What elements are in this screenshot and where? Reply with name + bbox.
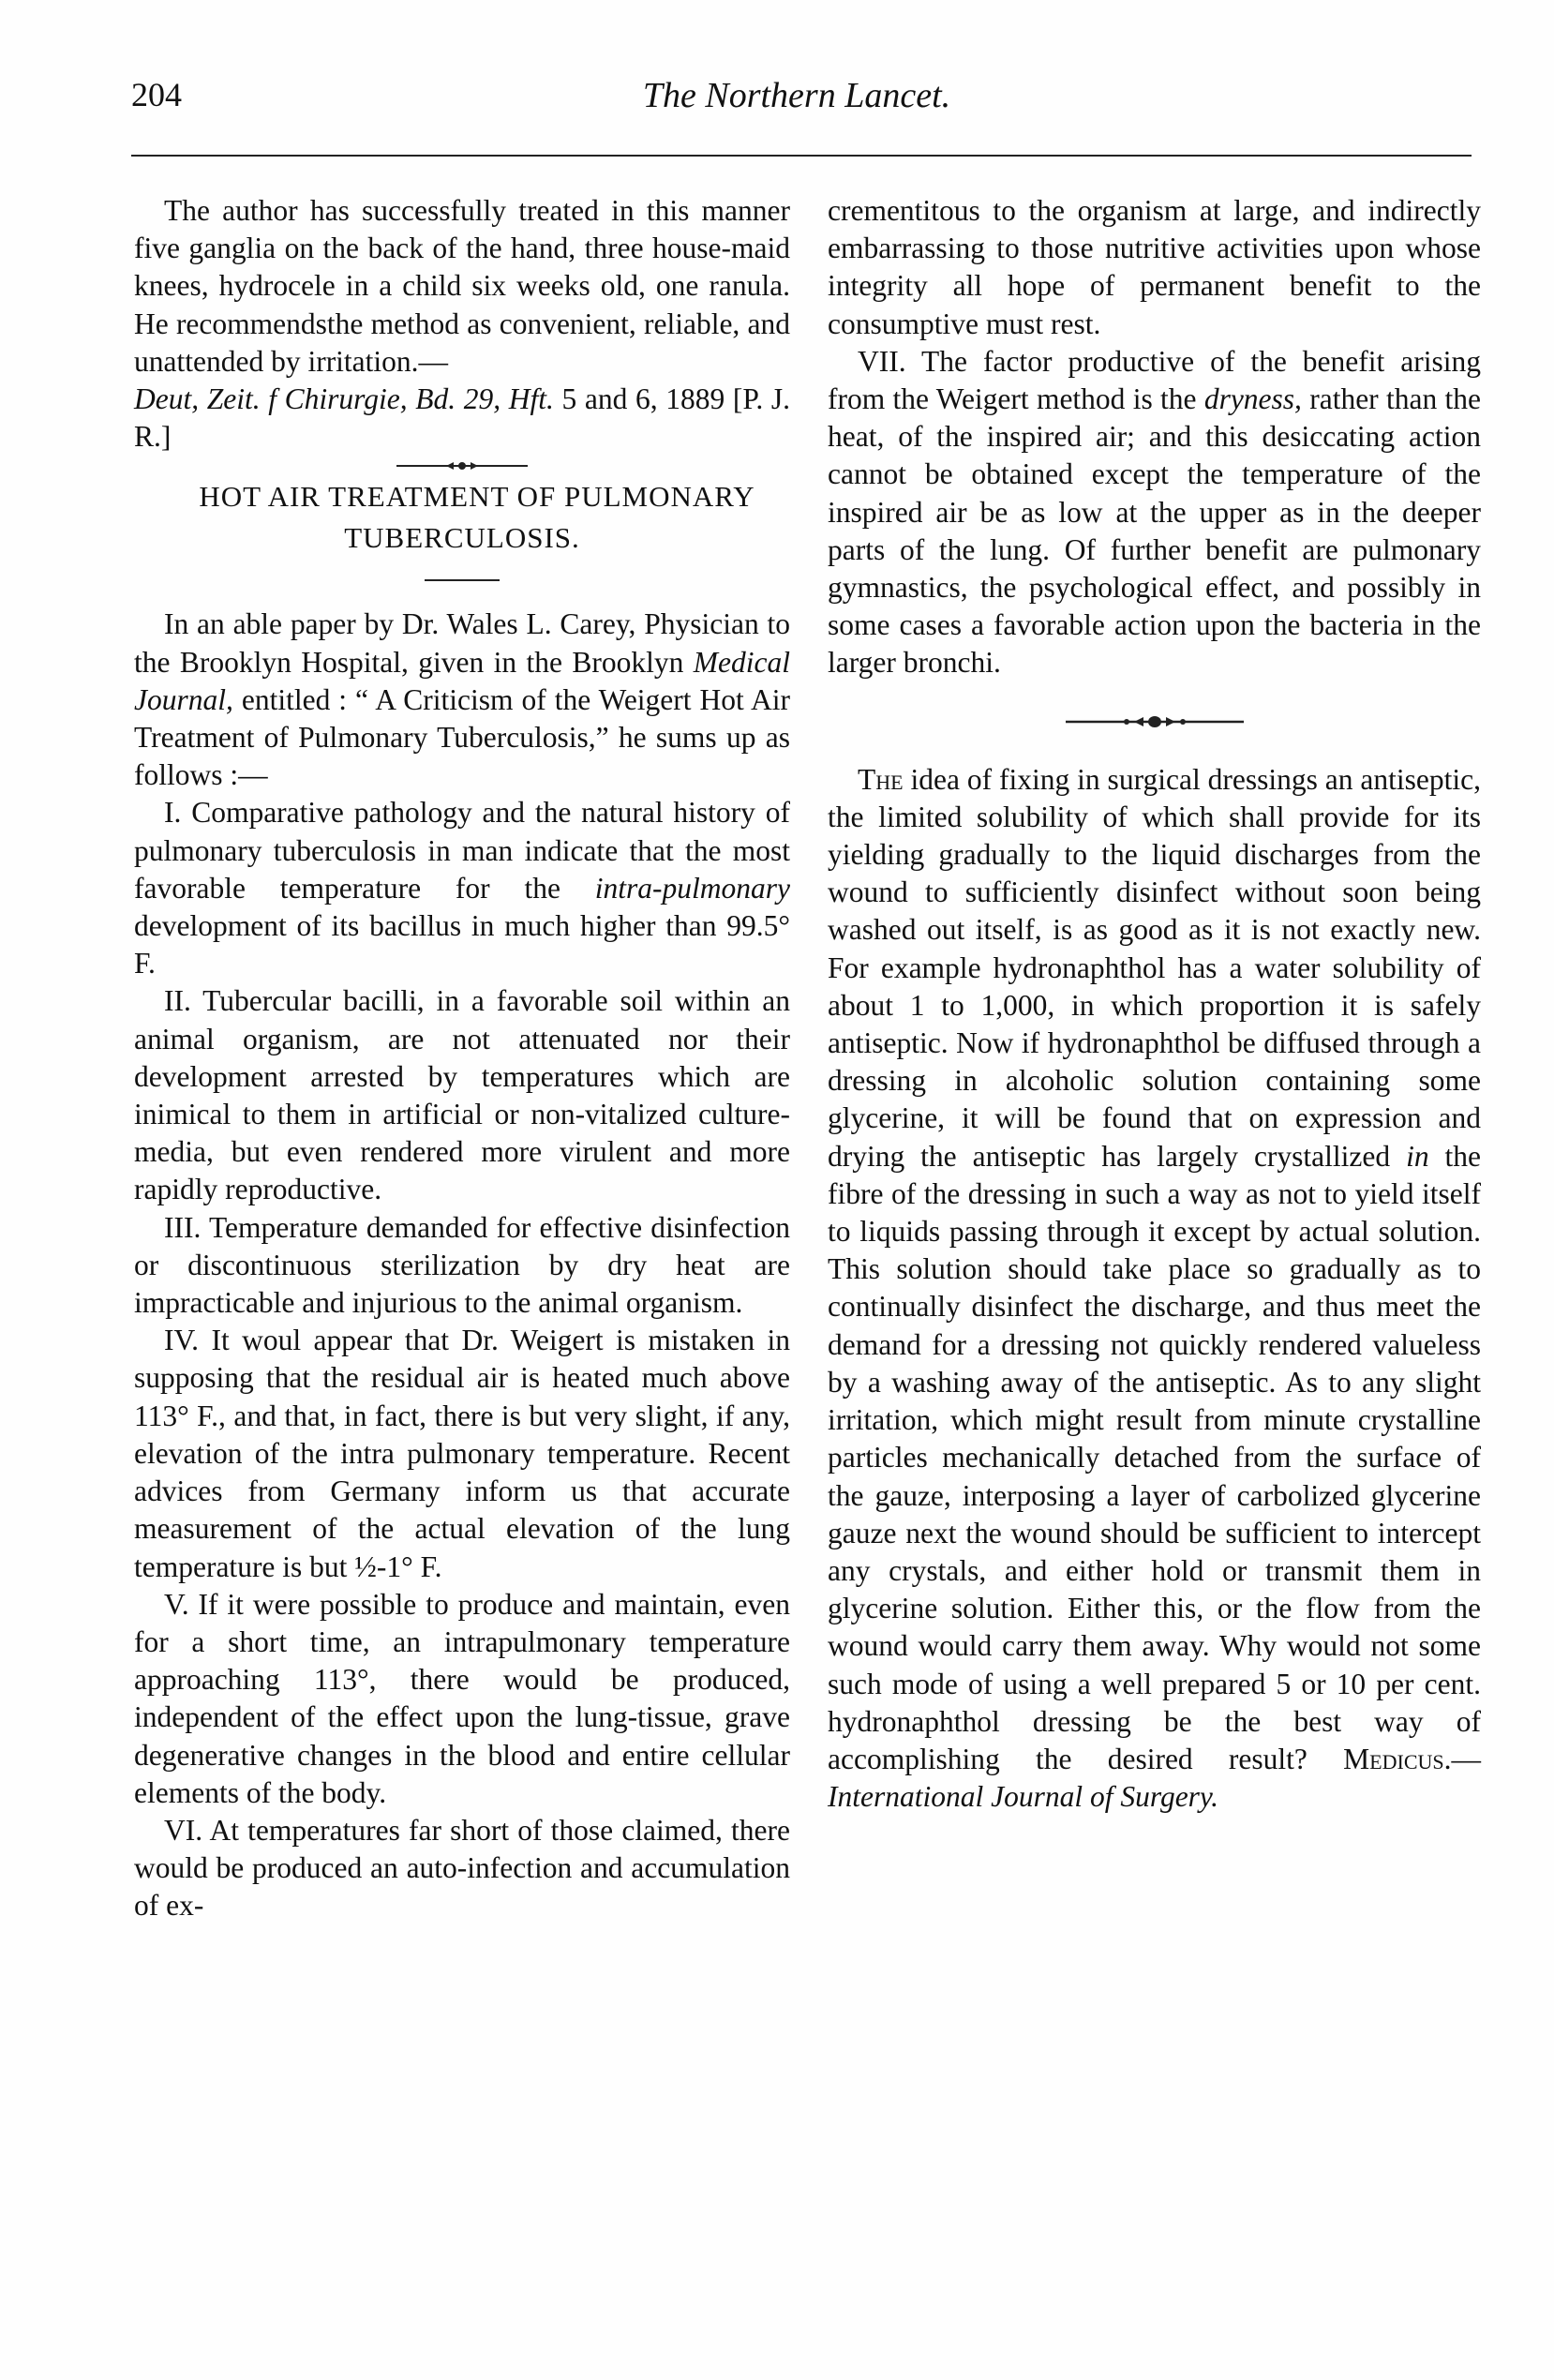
conclusion-3: III. Temperature demanded for effective disinfection or discontinuous sterilization by dry heat are impracticable and injurious to the animal organism. [134, 1210, 790, 1320]
abstract-paragraph [134, 192, 790, 456]
conclusion-7-emphasis: dryness, [1203, 382, 1302, 416]
header-rule [131, 155, 1472, 157]
intro-text-end: entitled : “ A Criticism of the Weigert Hot Air Treatment of Pulmonary Tuberculosis,” he sums up as follows :— [134, 682, 790, 792]
conclusion-1-text: I. Comparative pathology and the natural history of pulmonary tuberculosis in man indicate that the most favorable temperature for the [134, 796, 790, 905]
conclusion-7-end: rather than the heat, of the inspired air; and this desiccating action cannot be obtained except the temperature of the inspired air be as low at the upper as in the deeper parts of the lung. Of further benefit are pulmonary gymnastics, the psychological effect, and possibly in some cases a favorable action upon the bacteria in the larger bronchi. [828, 382, 1481, 680]
conclusion-4: IV. It woul appear that Dr. Weigert is mistaken in supposing that the residual air is heated much above 113° F., and that, in fact, there is but very slight, if any, elevation of the intra pulmonary temperature. Recent advices from Germany inform us that accurate measurement of the actual elevation of the lung temperature is but ½-1° F. [134, 1324, 790, 1583]
dressing-paragraph [828, 761, 1481, 1817]
conclusion-6: VI. At temperatures far short of those claimed, there would be produced an auto-infection and accumulation of ex- [134, 1813, 790, 1923]
dressing-lead: The [858, 762, 904, 796]
conclusion-1 [134, 794, 790, 982]
dressing-text: idea of fixing in surgical dressings an antiseptic, the limited solubility of which shall provide for its yielding gradually to the liquid discharges from the wound to sufficiently disinfect without soon being washed out itself, is as good as it is not exactly new. For example hydronaphthol has a water solubility of about 1 to 1,000, in which proportion it is safely antiseptic. Now if hydronaphthol be diffused through a dressing in alcoholic solution containing some glycerine, it will be found that on expression and drying the antiseptic has largely crystallized [828, 762, 1481, 1173]
running-head [131, 66, 1462, 122]
conclusion-1-end: development of its bacillus in much higher than 99.5° F. [134, 909, 790, 980]
dressing-emphasis: in [1406, 1139, 1429, 1173]
journal-name: Medical Journal, [134, 645, 790, 716]
conclusion-5: V. If it were possible to produce and maintain, even for a short time, an intrapulmonary temperature approaching 113°, there would be produced, independent of the effect upon the lung-tissue, grave degenerative changes in the blood and entire cellular elements of the body. [134, 1587, 790, 1809]
page-number: 204 [131, 76, 182, 113]
conclusion-1-emphasis: intra-pulmonary [594, 871, 790, 905]
left-column [134, 192, 790, 1925]
article-heading: HOT AIR TREATMENT OF PULMONARY TUBERCULOSIS. [199, 480, 755, 555]
intro-text: In an able paper by Dr. Wales L. Carey, Physician to the Brooklyn Hospital, given in the Brooklyn [134, 607, 790, 679]
dash: — [1451, 1742, 1481, 1775]
source-journal: International Journal of Surgery. [828, 1780, 1219, 1814]
conclusion-7 [828, 343, 1481, 682]
citation-detail: 5 and 6, 1889 [P. J. R.] [134, 382, 790, 454]
citation-source: Deut, Zeit. f Chirurgie, Bd. 29, Hft. [134, 382, 554, 416]
section-ornament [392, 456, 532, 476]
heading-rule [425, 579, 500, 581]
section-ornament [1061, 711, 1248, 733]
dressing-text-2: the fibre of the dressing in such a way as not to yield itself to liquids passing through it except by actual solution. This solution should take place so gradually as to continually disinfect the discharge, and thus meet the demand for a dressing not quickly rendered valueless by a washing away of the antiseptic. As to any slight irritation, which might result from minute crystalline particles mechanically detached from the surface of the gauze, interposing a layer of carbolized glycerine gauze next the wound should be sufficient to intercept any crystals, and either hold or transmit them in glycerine solution. Either this, or the flow from the wound would carry them away. Why would not some such mode of using a well prepared 5 or 10 per cent. hydronaphthol dressing be the best way of accomplishing the desired result? [828, 1139, 1481, 1775]
intro-paragraph [134, 606, 790, 794]
conclusion-2: II. Tubercular bacilli, in a favorable soil within an animal organism, are not attenuated nor their development arrested by temperatures which are inimical to them in artificial or non-vitalized culture-media, but even rendered more virulent and more rapidly reproductive. [134, 984, 790, 1206]
journal-title: The Northern Lancet. [642, 76, 951, 115]
abstract-text: The author has successfully treated in this manner five ganglia on the back of the hand, three house-maid knees, hydrocele in a child six weeks old, one ranula. He recommendsthe method as convenient, reliable, and unattended by irritation.— [134, 194, 790, 378]
conclusion-7-text: VII. The factor productive of the benefit arising from the Weigert method is the [828, 344, 1481, 416]
author-signature: Medicus. [1343, 1742, 1452, 1775]
right-column [828, 192, 1481, 1816]
conclusion-6-continued: crementitous to the organism at large, and indirectly embarrassing to those nutritive activities upon whose integrity all hope of permanent benefit to the consumptive must rest. [828, 194, 1481, 340]
